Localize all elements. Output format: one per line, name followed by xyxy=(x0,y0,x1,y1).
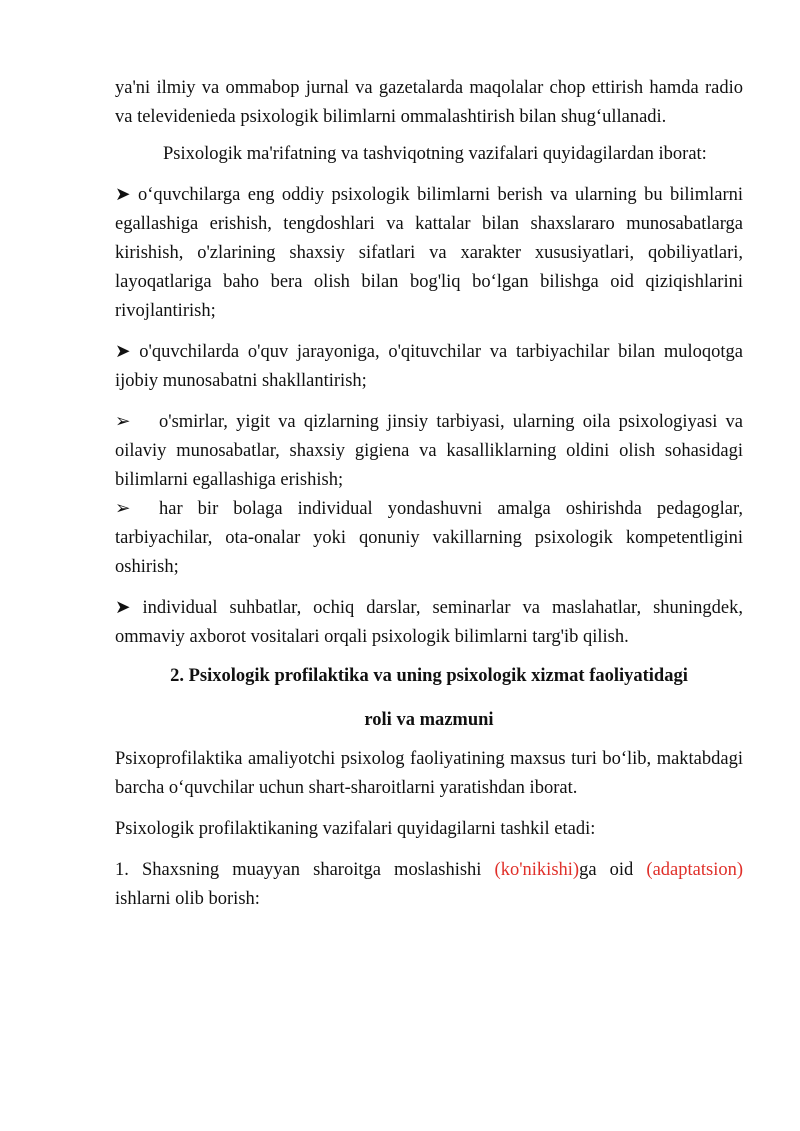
document-page xyxy=(115,74,743,914)
numbered-item-1 xyxy=(115,856,743,914)
numbered-item-text: 1. Shaxsning muayyan sharoitga moslashishi xyxy=(115,860,495,880)
numbered-item-text: ishlarni olib borish: xyxy=(115,889,260,909)
tasks-intro-paragraph: Psixologik ma'rifatning va tashviqotning vazifalari quyidagilardan iborat: xyxy=(163,144,707,164)
bullet-item-3 xyxy=(115,408,743,495)
bullet-text: o‘quvchilarga eng oddiy psixologik bilimlarni berish va ularning bu bilimlarni egallashiga erishish, tengdoshlari va kattalar bilan shaxslararo munosabatlarga kirishish, o'zlarining shaxsiy sifatlari va xarakter xususiyatlari, qobiliyatlari, layoqatlariga baho bera olish bilan bog'liq bo‘lgan bilishga oid qiziqishlarini rivojlantirish; xyxy=(115,185,743,321)
bullet-item-5 xyxy=(115,594,743,652)
section-heading-line-2: roli va mazmuni xyxy=(364,710,494,730)
arrow-bullet-icon: ➤ xyxy=(115,342,131,362)
red-term-adaptatsion: (adaptatsion) xyxy=(646,860,743,880)
definition-paragraph: Psixoprofilaktika amaliyotchi psixolog faoliyatining maxsus turi bo‘lib, maktabdagi barcha o‘quvchilar uchun shart-sharoitlarni yaratishdan iborat. xyxy=(115,749,743,798)
numbered-item-text: ga oid xyxy=(579,860,647,880)
bullet-text: har bir bolaga individual yondashuvni amalga oshirishda pedagoglar, tarbiyachilar, ota-onalar yoki qonuniy vakillarning psixologik kompetentligini oshirish; xyxy=(115,499,743,577)
bullet-text: o'smirlar, yigit va qizlarning jinsiy tarbiyasi, ularning oila psixologiyasi va oilaviy munosabatlar, shaxsiy gigiena va kasalliklarning oldini olish sohasidagi bilimlarni egallashiga erishish; xyxy=(115,412,743,490)
arrowhead-bullet-icon: ➢ xyxy=(115,412,131,432)
arrow-bullet-icon: ➤ xyxy=(115,185,131,205)
tasks-paragraph: Psixologik profilaktikaning vazifalari quyidagilarni tashkil etadi: xyxy=(115,819,596,839)
arrowhead-bullet-icon: ➢ xyxy=(115,499,131,519)
intro-paragraph: ya'ni ilmiy va ommabop jurnal va gazetalarda maqolalar chop ettirish hamda radio va televidenieda psixologik bilimlarni ommalashtirish bilan shug‘ullanadi. xyxy=(115,78,743,127)
section-heading-line-1: 2. Psixologik profilaktika va uning psixologik xizmat faoliyatidagi xyxy=(170,666,688,686)
bullet-text: individual suhbatlar, ochiq darslar, seminarlar va maslahatlar, shuningdek, ommaviy axborot vositalari orqali psixologik bilimlarni targ'ib qilish. xyxy=(115,598,743,647)
bullet-item-1 xyxy=(115,181,743,326)
bullet-item-2 xyxy=(115,338,743,396)
bullet-item-4 xyxy=(115,495,743,582)
red-term-koniikishi: (ko'nikishi) xyxy=(494,860,580,880)
arrow-bullet-icon: ➤ xyxy=(115,598,131,618)
bullet-text: o'quvchilarda o'quv jarayoniga, o'qituvchilar va tarbiyachilar bilan muloqotga ijobiy munosabatni shakllantirish; xyxy=(115,342,743,391)
